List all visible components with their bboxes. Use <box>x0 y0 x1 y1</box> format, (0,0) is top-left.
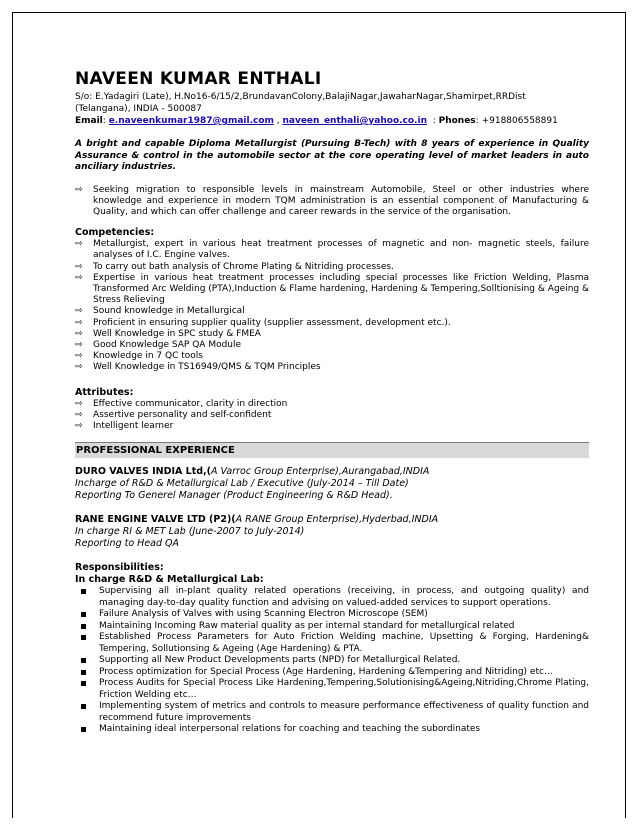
arrow-icon: ⇨ <box>75 339 83 350</box>
arrow-icon: ⇨ <box>75 261 83 272</box>
job-1-company-note: A Varroc Group Enterprise),Aurangabad,INDIA <box>211 466 430 478</box>
square-bullet-icon <box>81 727 86 732</box>
responsibilities-heading: Responsibilities: <box>75 562 164 574</box>
summary: A bright and capable Diploma Metallurgist (Pursuing B-Tech) with 8 years of experience in Quality Assurance & control in the automobile sector at the core operating level of market leaders in auto anciliary industries. <box>75 139 589 172</box>
list-item: ⇨ Well Knowledge in SPC study & FMEA <box>75 328 261 339</box>
arrow-icon: ⇨ <box>75 362 83 373</box>
square-bullet-icon <box>81 658 86 663</box>
square-bullet-icon <box>81 624 86 629</box>
email-link-1[interactable]: e.naveenkumar1987@gmail.com <box>108 116 274 126</box>
list-item: Process optimization for Special Process (Age Hardening, Hardening &Tempering and Nitriding) etc… <box>75 667 589 679</box>
email-link-2[interactable]: naveen_enthali@yahoo.co.in <box>282 116 427 126</box>
competencies-heading: Competencies: <box>75 227 155 239</box>
arrow-icon: ⇨ <box>75 317 83 328</box>
job-2-reporting: Reporting to Head QA <box>75 538 180 550</box>
arrow-icon: ⇨ <box>75 409 83 420</box>
list-item: ⇨ Expertise in various heat treatment processes including special processes like Friction Welding, Plasma Transformed Arc Welding (PTA),Induction & Flame hardening, Hardening & Tempering,Solltionising & Ageing & Stress Relieving <box>75 272 589 306</box>
square-bullet-icon <box>81 635 86 640</box>
arrow-icon: ⇨ <box>75 398 83 409</box>
list-item: ⇨ Proficient in ensuring supplier quality (supplier assessment, development etc.). <box>75 317 451 328</box>
list-item: Failure Analysis of Valves with using Scanning Electron Microscope (SEM) <box>75 609 589 621</box>
list-item: Process Audits for Special Process Like Hardening,Tempering,Solutionising&Ageing,Nitriding,Chrome Plating, Friction Welding etc… <box>75 678 589 701</box>
email-separator: , <box>273 116 283 126</box>
address-line-2: (Telangana), INDIA - 500087 <box>75 104 202 114</box>
attributes-heading: Attributes: <box>75 386 134 398</box>
arrow-icon: ⇨ <box>75 328 83 339</box>
professional-experience-heading: PROFESSIONAL EXPERIENCE <box>75 442 589 458</box>
job-1-reporting: Reporting To Generel Manager (Product Engineering & R&D Head). <box>75 490 393 502</box>
job-1 <box>75 466 589 502</box>
arrow-icon: ⇨ <box>75 420 83 431</box>
competencies-list <box>75 239 589 373</box>
job-1-role: Incharge of R&D & Metallurgical Lab / Executive (July-2014 – Till Date) <box>75 478 409 490</box>
list-item: ⇨ To carry out bath analysis of Chrome Plating & Nitriding processes. <box>75 261 394 272</box>
square-bullet-icon <box>81 704 86 709</box>
resume-content <box>75 69 589 736</box>
list-item: ⇨ Sound knowledge in Metallurgical <box>75 306 245 317</box>
list-item: ⇨ Well Knowledge in TS16949/QMS & TQM Principles <box>75 362 321 373</box>
contact-line: Email: e.naveenkumar1987@gmail.com , naveen_enthali@yahoo.co.in : Phones: +918806558891 <box>75 116 558 126</box>
job-2-company-note: A RANE Group Enterprise),Hyderbad,INDIA <box>235 514 439 526</box>
job-1-company: DURO VALVES INDIA Ltd,( <box>75 466 212 478</box>
square-bullet-icon <box>81 589 86 594</box>
square-bullet-icon <box>81 670 86 675</box>
square-bullet-icon <box>81 681 86 686</box>
responsibilities-subheading: In charge R&D & Metallurgical Lab: <box>75 574 264 586</box>
list-item: ⇨ Knowledge in 7 QC tools <box>75 351 203 362</box>
list-item: ⇨ Effective communicator, clarity in direction <box>75 398 288 409</box>
square-bullet-icon <box>81 612 86 617</box>
arrow-icon: ⇨ <box>75 351 83 362</box>
arrow-icon: ⇨ <box>75 306 83 317</box>
job-2-company: RANE ENGINE VALVE LTD (P2)( <box>75 514 236 526</box>
attributes-list <box>75 399 589 433</box>
list-item: Established Process Parameters for Auto Friction Welding machine, Upsetting & Forging, Hardening& Tempering, Sollutionsing & Ageing (Age Hardening) & PTA. <box>75 632 589 655</box>
phone-number: +918806558891 <box>481 116 558 126</box>
arrow-icon: ⇨ <box>75 184 83 195</box>
phone-label: Phones <box>438 116 476 126</box>
job-2 <box>75 514 589 550</box>
list-item: Maintaining ideal interpersonal relations for coaching and teaching the subordinates <box>75 724 589 736</box>
job-2-role: In charge RI & MET Lab (June-2007 to July-2014) <box>75 526 305 538</box>
arrow-icon: ⇨ <box>75 239 83 250</box>
list-item: ⇨ Assertive personality and self-confident <box>75 409 272 420</box>
arrow-icon: ⇨ <box>75 272 83 283</box>
list-item: Supporting all New Product Developments parts (NPD) for Metallurgical Related. <box>75 655 589 667</box>
list-item: Implementing system of metrics and controls to measure performance effectiveness of quality function and recommend future improvements <box>75 701 589 724</box>
objective-item: ⇨ Seeking migration to responsible levels in mainstream Automobile, Steel or other industries where knowledge and experience in modern TQM administration is an essential component of Manufacturing & Quality, and which can offer challenge and career rewards in the service of the organisation. <box>75 184 589 217</box>
list-item: Supervising all in-plant quality related operations (receiving, in process, and outgoing quality) and managing day-to-day quality function and advising on valued-added services to support operations. <box>75 586 589 609</box>
list-item: ⇨ Metallurgist, expert in various heat treatment processes of magnetic and non- magnetic steels, failure analyses of I.C. Engine valves. <box>75 239 589 261</box>
email-label: Email <box>75 116 103 126</box>
address-line-1: S/o: E.Yadagiri (Late), H.No16-6/15/2,BrundavanColony,BalajiNagar,JawaharNagar,Shamirpet,RRDist <box>75 92 526 102</box>
responsibilities-list <box>75 586 589 736</box>
list-item: ⇨ Good Knowledge SAP QA Module <box>75 339 242 350</box>
list-item: Maintaining Incoming Raw material quality as per internal standard for metallurgical related <box>75 621 589 633</box>
objective-list <box>75 185 589 219</box>
candidate-name: NAVEEN KUMAR ENTHALI <box>75 69 322 89</box>
page-frame <box>12 12 626 818</box>
list-item: ⇨ Intelligent learner <box>75 420 174 431</box>
